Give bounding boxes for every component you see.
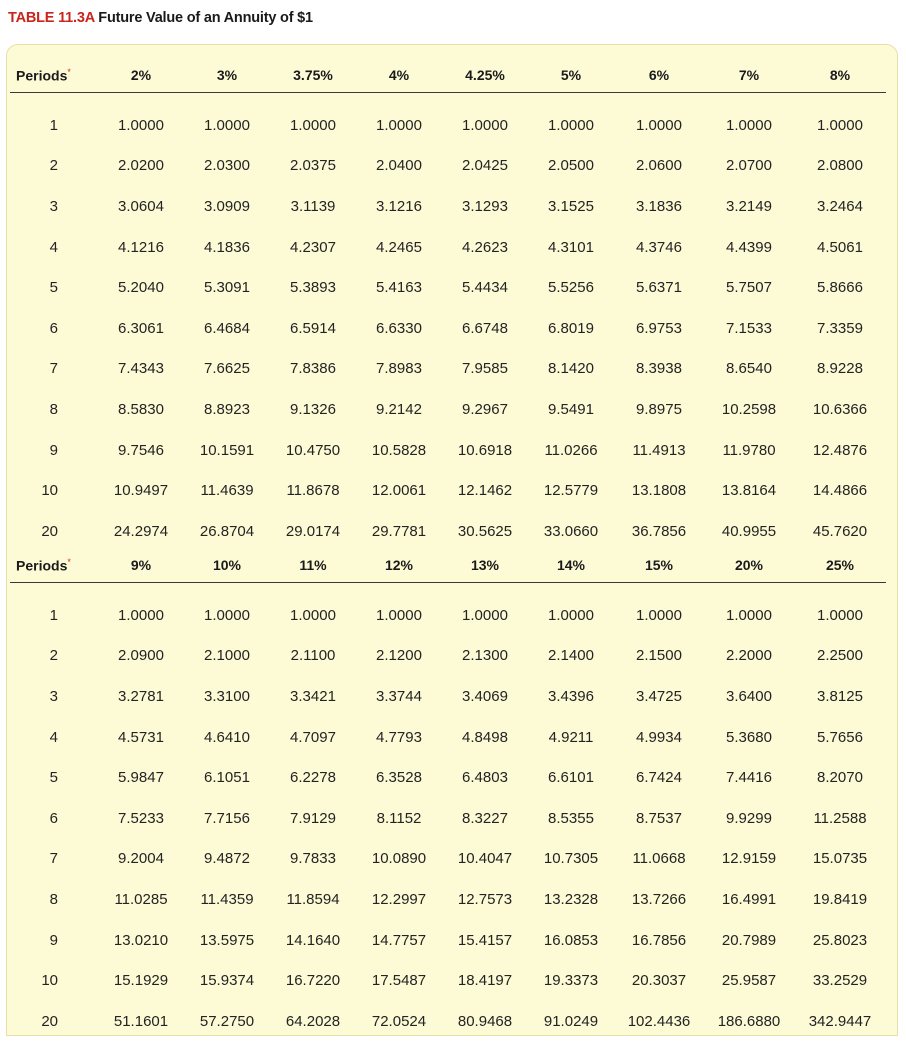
value-cell: 4.8498 [462,728,508,746]
value-cell: 11.4913 [632,441,686,459]
value-cell: 6.2278 [290,769,336,787]
value-cell: 2.0375 [290,157,336,175]
table-row [10,798,886,839]
value-cell: 7.5233 [118,809,164,827]
rate-header: 25% [794,548,886,583]
value-cell: 3.0909 [204,197,250,215]
period-cell: 4 [49,728,58,746]
value-cell: 4.1836 [204,238,250,256]
value-cell: 2.0425 [462,157,508,175]
value-cell: 1.0000 [118,116,164,134]
value-cell: 10.4750 [285,441,341,459]
table-number: TABLE 11.3A [8,10,95,26]
period-cell: 20 [41,522,58,540]
value-cell: 18.4197 [457,972,513,990]
rate-header: 14% [528,548,614,583]
value-cell: 29.0174 [285,522,341,540]
value-cell: 11.9780 [722,441,776,459]
rate-header: 20% [704,548,794,583]
table-row [10,267,886,308]
value-cell: 5.7507 [726,279,772,297]
value-cell: 6.4803 [462,769,508,787]
table-row [10,583,886,636]
value-cell: 6.6748 [462,319,508,337]
period-cell: 1 [49,116,58,134]
value-cell: 11.0668 [632,850,686,868]
value-cell: 12.5779 [543,482,599,500]
value-cell: 7.6625 [204,360,250,378]
table-body [10,583,886,1042]
value-cell: 1.0000 [636,606,682,624]
period-cell: 9 [49,931,58,949]
value-cell: 10.5828 [371,441,427,459]
rate-header: 10% [184,548,270,583]
periods-label: Periods [16,67,68,84]
value-cell: 1.0000 [817,606,863,624]
value-cell: 3.1293 [462,197,508,215]
value-cell: 16.4991 [721,890,777,908]
value-cell: 11.8594 [286,890,340,908]
table-body [10,93,886,552]
period-cell: 7 [49,360,58,378]
value-cell: 14.7757 [371,931,427,949]
table-row [10,676,886,717]
table-row [10,430,886,471]
value-cell: 4.4399 [726,238,772,256]
value-cell: 5.4434 [462,279,508,297]
table-row [10,470,886,511]
value-cell: 5.2040 [118,279,164,297]
value-cell: 3.3100 [204,687,250,705]
rate-header: 3% [184,58,270,93]
rate-header: 13% [442,548,528,583]
value-cell: 13.7266 [631,890,687,908]
value-cell: 5.8666 [817,279,863,297]
value-cell: 40.9955 [721,522,777,540]
value-cell: 5.3091 [204,279,250,297]
value-cell: 11.8678 [286,482,340,500]
value-cell: 11.0285 [114,890,168,908]
table-row [10,717,886,758]
value-cell: 6.7424 [636,769,682,787]
value-cell: 7.4416 [726,769,772,787]
value-cell: 19.3373 [543,972,599,990]
value-cell: 24.2974 [113,522,169,540]
value-cell: 7.7156 [204,809,250,827]
value-cell: 9.2142 [376,400,422,418]
table-row [10,960,886,1001]
value-cell: 1.0000 [726,116,772,134]
value-cell: 8.7537 [636,809,682,827]
periods-header [10,548,98,583]
value-cell: 1.0000 [376,606,422,624]
value-cell: 7.8983 [376,360,422,378]
value-cell: 10.6918 [457,441,513,459]
rate-header: 7% [704,58,794,93]
value-cell: 6.9753 [636,319,682,337]
value-cell: 11.4639 [200,482,254,500]
value-cell: 3.2464 [817,197,863,215]
table-row [10,920,886,961]
value-cell: 7.1533 [726,319,772,337]
value-cell: 3.4725 [636,687,682,705]
period-cell: 3 [49,197,58,215]
value-cell: 7.9129 [290,809,336,827]
value-cell: 6.5914 [290,319,336,337]
value-cell: 1.0000 [204,606,250,624]
value-cell: 12.0061 [371,482,427,500]
value-cell: 7.8386 [290,360,336,378]
value-cell: 8.6540 [726,360,772,378]
value-cell: 33.0660 [543,522,599,540]
value-cell: 8.2070 [817,769,863,787]
value-cell: 3.8125 [817,687,863,705]
value-cell: 19.8419 [812,890,868,908]
value-cell: 25.9587 [721,972,777,990]
value-cell: 6.6330 [376,319,422,337]
value-cell: 10.0890 [371,850,427,868]
annuity-table-low-rates [10,58,886,552]
value-cell: 4.2465 [376,238,422,256]
value-cell: 5.9847 [118,769,164,787]
value-cell: 8.3227 [462,809,508,827]
value-cell: 51.1601 [113,1012,169,1030]
period-cell: 20 [41,1012,58,1030]
annuity-table-high-rates [10,548,886,1042]
value-cell: 2.0600 [636,157,682,175]
value-cell: 10.2598 [721,400,777,418]
rate-header: 6% [614,58,704,93]
value-cell: 4.2307 [290,238,336,256]
rate-header: 12% [356,548,442,583]
value-cell: 4.7097 [290,728,336,746]
value-cell: 45.7620 [812,522,868,540]
value-cell: 2.0800 [817,157,863,175]
value-cell: 5.7656 [817,728,863,746]
table-caption: Future Value of an Annuity of $1 [98,10,313,26]
value-cell: 3.2149 [726,197,772,215]
value-cell: 10.6366 [812,400,868,418]
table-row [10,389,886,430]
value-cell: 6.1051 [204,769,250,787]
table-row [10,636,886,677]
periods-header [10,58,98,93]
value-cell: 2.0700 [726,157,772,175]
value-cell: 2.0500 [548,157,594,175]
value-cell: 3.4069 [462,687,508,705]
value-cell: 1.0000 [290,116,336,134]
value-cell: 342.9447 [808,1012,872,1030]
value-cell: 1.0000 [548,606,594,624]
table-row [10,1001,886,1042]
rate-header: 2% [98,58,184,93]
value-cell: 9.9299 [726,809,772,827]
table-row [10,308,886,349]
value-cell: 12.7573 [457,890,513,908]
value-cell: 3.1216 [376,197,422,215]
value-cell: 9.4872 [204,850,250,868]
value-cell: 2.2000 [726,647,772,665]
value-cell: 2.0200 [118,157,164,175]
value-cell: 1.0000 [548,116,594,134]
value-cell: 1.0000 [204,116,250,134]
period-cell: 2 [49,157,58,175]
value-cell: 12.9159 [721,850,777,868]
value-cell: 20.3037 [631,972,687,990]
value-cell: 13.2328 [543,890,599,908]
table-title [8,10,313,26]
value-cell: 11.0266 [544,441,598,459]
value-cell: 10.9497 [113,482,169,500]
value-cell: 6.6101 [548,769,594,787]
footnote-asterisk: * [67,66,71,77]
rate-header: 8% [794,58,886,93]
value-cell: 7.4343 [118,360,164,378]
value-cell: 8.5355 [548,809,594,827]
table-row [10,227,886,268]
value-cell: 6.8019 [548,319,594,337]
value-cell: 4.6410 [204,728,250,746]
period-cell: 5 [49,769,58,787]
period-cell: 10 [41,482,58,500]
value-cell: 2.1000 [204,647,250,665]
value-cell: 6.3528 [376,769,422,787]
value-cell: 9.2004 [118,850,164,868]
value-cell: 15.9374 [199,972,255,990]
table-row [10,879,886,920]
value-cell: 3.1525 [548,197,594,215]
value-cell: 14.1640 [285,931,341,949]
value-cell: 57.2750 [199,1012,255,1030]
value-cell: 1.0000 [118,606,164,624]
table-row [10,349,886,390]
value-cell: 2.2500 [817,647,863,665]
value-cell: 4.1216 [118,238,164,256]
value-cell: 16.7856 [631,931,687,949]
value-cell: 80.9468 [457,1012,513,1030]
value-cell: 4.3746 [636,238,682,256]
value-cell: 4.2623 [462,238,508,256]
value-cell: 7.9585 [462,360,508,378]
value-cell: 9.1326 [290,400,336,418]
value-cell: 9.8975 [636,400,682,418]
rate-header: 15% [614,548,704,583]
table-row [10,93,886,146]
value-cell: 3.1836 [636,197,682,215]
rate-header: 11% [270,548,356,583]
value-cell: 8.1420 [548,360,594,378]
value-cell: 5.5256 [548,279,594,297]
header-row [10,58,886,93]
value-cell: 25.8023 [812,931,868,949]
value-cell: 91.0249 [543,1012,599,1030]
value-cell: 20.7989 [721,931,777,949]
value-cell: 13.5975 [199,931,255,949]
value-cell: 26.8704 [199,522,255,540]
value-cell: 2.0400 [376,157,422,175]
value-cell: 2.0900 [118,647,164,665]
rate-header: 3.75% [270,58,356,93]
value-cell: 64.2028 [285,1012,341,1030]
value-cell: 6.3061 [118,319,164,337]
value-cell: 11.4359 [200,890,254,908]
period-cell: 9 [49,441,58,459]
table-row [10,146,886,187]
value-cell: 5.6371 [636,279,682,297]
value-cell: 29.7781 [371,522,427,540]
value-cell: 5.4163 [376,279,422,297]
table-row [10,757,886,798]
value-cell: 3.2781 [118,687,164,705]
value-cell: 2.0300 [204,157,250,175]
value-cell: 17.5487 [371,972,427,990]
value-cell: 8.8923 [204,400,250,418]
value-cell: 36.7856 [631,522,687,540]
value-cell: 9.7833 [290,850,336,868]
value-cell: 1.0000 [290,606,336,624]
value-cell: 16.7220 [285,972,341,990]
value-cell: 8.3938 [636,360,682,378]
period-cell: 4 [49,238,58,256]
value-cell: 186.6880 [717,1012,781,1030]
value-cell: 4.5061 [817,238,863,256]
period-cell: 6 [49,319,58,337]
value-cell: 3.1139 [290,197,336,215]
value-cell: 1.0000 [462,606,508,624]
value-cell: 30.5625 [457,522,513,540]
value-cell: 4.9211 [548,728,594,746]
rate-header: 5% [528,58,614,93]
table-row [10,839,886,880]
value-cell: 11.2588 [813,809,867,827]
value-cell: 1.0000 [462,116,508,134]
value-cell: 72.0524 [371,1012,427,1030]
value-cell: 15.1929 [113,972,169,990]
periods-label: Periods [16,557,68,574]
value-cell: 3.3421 [290,687,336,705]
value-cell: 1.0000 [817,116,863,134]
value-cell: 12.1462 [457,482,513,500]
value-cell: 1.0000 [636,116,682,134]
rate-header: 9% [98,548,184,583]
value-cell: 2.1200 [376,647,422,665]
table-row [10,511,886,552]
value-cell: 102.4436 [627,1012,691,1030]
value-cell: 3.6400 [726,687,772,705]
value-cell: 13.0210 [113,931,169,949]
value-cell: 2.1500 [636,647,682,665]
value-cell: 33.2529 [812,972,868,990]
value-cell: 1.0000 [376,116,422,134]
table-row [10,186,886,227]
value-cell: 10.1591 [199,441,255,459]
value-cell: 8.9228 [817,360,863,378]
value-cell: 10.4047 [457,850,513,868]
period-cell: 1 [49,606,58,624]
period-cell: 5 [49,279,58,297]
period-cell: 8 [49,400,58,418]
value-cell: 14.4866 [812,482,868,500]
period-cell: 2 [49,647,58,665]
period-cell: 6 [49,809,58,827]
value-cell: 15.4157 [457,931,513,949]
value-cell: 1.0000 [726,606,772,624]
value-cell: 6.4684 [204,319,250,337]
value-cell: 8.5830 [118,400,164,418]
value-cell: 4.5731 [118,728,164,746]
value-cell: 16.0853 [543,931,599,949]
header-row [10,548,886,583]
period-cell: 3 [49,687,58,705]
value-cell: 3.3744 [376,687,422,705]
rate-header: 4.25% [442,58,528,93]
value-cell: 13.8164 [721,482,777,500]
value-cell: 15.0735 [812,850,868,868]
footnote-asterisk: * [67,556,71,567]
value-cell: 13.1808 [631,482,687,500]
value-cell: 2.1300 [462,647,508,665]
value-cell: 10.7305 [543,850,599,868]
period-cell: 7 [49,850,58,868]
period-cell: 10 [41,972,58,990]
value-cell: 3.4396 [548,687,594,705]
value-cell: 3.0604 [118,197,164,215]
value-cell: 12.4876 [812,441,868,459]
value-cell: 4.7793 [376,728,422,746]
value-cell: 4.9934 [636,728,682,746]
period-cell: 8 [49,890,58,908]
value-cell: 5.3680 [726,728,772,746]
value-cell: 8.1152 [376,809,422,827]
value-cell: 9.7546 [118,441,164,459]
rate-header: 4% [356,58,442,93]
value-cell: 12.2997 [371,890,427,908]
value-cell: 9.2967 [462,400,508,418]
value-cell: 9.5491 [548,400,594,418]
value-cell: 4.3101 [548,238,594,256]
value-cell: 2.1100 [290,647,336,665]
value-cell: 5.3893 [290,279,336,297]
value-cell: 7.3359 [817,319,863,337]
value-cell: 2.1400 [548,647,594,665]
